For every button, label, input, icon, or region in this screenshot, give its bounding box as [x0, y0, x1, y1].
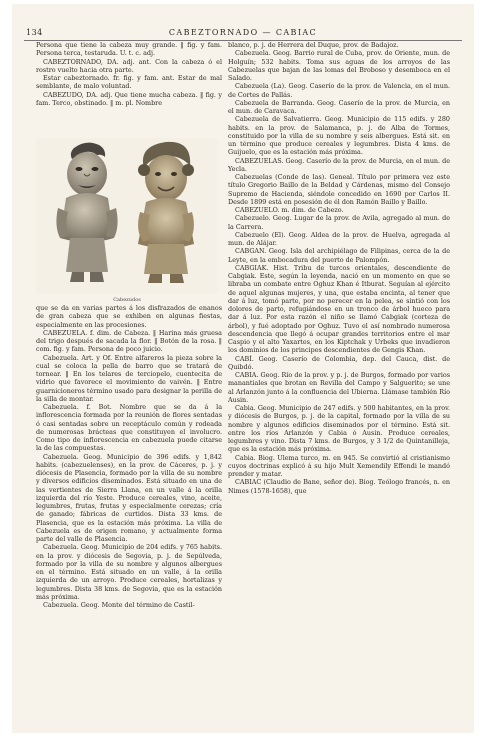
left-column-top: [36, 41, 222, 107]
entry-paragraph: blanco, p. j. de Herrera del Duque, prov. de Badajoz.: [228, 41, 399, 49]
dictionary-page: [12, 4, 474, 733]
entry-paragraph: que se da en varias partes á los disfrazados de enanos de gran cabeza que se exhiben en algunas fiestas, especialmente en las procesiones.: [36, 304, 222, 329]
entry-paragraph: Cabezuelo (El). Geog. Aldea de la prov. de Huelva, agregada al mun. de Alájar.: [228, 230, 450, 247]
entry-paragraph: Persona que tiene la cabeza muy grande. ‖ fig. y fam. Persona terca, testaruda. U. t. c. adj.: [36, 41, 222, 58]
page-header: [24, 28, 462, 41]
entry-paragraph: CABÍ. Geog. Caserío de Colombia, dep. del Cauca, dist. de Quibdó.: [228, 354, 450, 371]
entry-paragraph: CABIAC (Claudio de Bane, señor de). Biog. Teólogo francés, n. en Nimes (1578-1658), que: [228, 478, 450, 495]
entry-paragraph: CABEZUELA. f. dim. de Cabeza. ‖ Harina más gruesa del trigo después de sacada la flor. ‖ Botón de la rosa. ‖ com. fig. y fam. Persona de poco juicio.: [36, 328, 222, 354]
right-figurine: [138, 142, 194, 283]
running-title: CABEZTORNADO — CABIAC: [168, 28, 318, 37]
entry-paragraph: Cabezuela (La). Geog. Caserío de la prov. de Valencia, en el mun. de Cortes de Pallás.: [228, 82, 450, 99]
entry-paragraph: Cabezuelo. Geog. Lugar de la prov. de Avila, agregado al mun. de la Carrera.: [228, 214, 450, 231]
entry-paragraph: CABEZUDO, DA. adj. Que tiene mucha cabeza. ‖ fig. y fam. Terco, obstinado. ‖ m. pl. Nombre: [36, 90, 222, 107]
entry-paragraph: Cabezuela. Geog. Monte del término de Castil-: [43, 601, 195, 609]
page-number: 134: [26, 28, 43, 37]
right-column: [228, 41, 450, 495]
entry-paragraph: Cabezuela. Geog. Municipio de 396 edifs. y 1,842 habits. (cabezuelenses), en la prov. de Cáceres, p. j. y diócesis de Plasencia, formado por la villa de su nombre y diversos edificios diseminados. Está situado en una de las vertientes de Sierra Llana, en un valle á la orilla izquierda del río Yeste. Produce cereales, vino, aceite, legumbres, frutas, frutas y especialmente cerezas; cría de ganado; fábricas de curtidos. Dista 33 kms. de Plasencia, que es la estación más próxima. La villa de Cabezuela es de origen romano, y actualmente forma parte del valle de Plasencia.: [36, 452, 222, 543]
entry-paragraph: Cabezuela. Geog. Barrio rural de Cuba, prov. de Oriente, mun. de Holguín; 532 habits. Toma sus aguas de los arroyos de las Cabezuelas que bajan de las lomas del Broboso y desemboca en el Salado.: [228, 49, 450, 82]
entry-paragraph: Cabezuela. f. Bot. Nombre que se da á la inflorescencia formada por la reunión de flores sentadas ó casi sentadas sobre un receptáculo común y rodeada de numerosas brácteas que constituyen el involucro. Como tipo de inflorescencia en cabezuela puede citarse la de las compuestas.: [36, 403, 222, 453]
left-figurine: [56, 143, 117, 282]
entry-paragraph: Cabezuela de Barranda. Geog. Caserío de la prov. de Murcia, en el mun. de Caravaca.: [228, 98, 450, 115]
entry-paragraph: Cabezuela. Geog. Municipio de 204 edifs. y 765 habits. en la prov. y diócesis de Segovia, p. j. de Sepúlveda, formado por la villa de su nombre y algunos albergues en el término. Está situado en un valle, á la orilla izquierda de un arroyo. Produce cereales, hortalizas y legumbres. Dista 38 kms. de Segovia, que es la estación más próxima.: [36, 543, 222, 601]
entry-paragraph: Estar cabeztornado. fr. fig. y fam. ant. Estar de mal semblante, de malo voluntad.: [36, 74, 222, 91]
entry-paragraph: CABEZUELAS. Geog. Caserío de la prov. de Murcia, en el mun. de Yecla.: [228, 156, 450, 173]
left-column-bottom: [36, 304, 222, 609]
cabezudos-figurines-illustration: [36, 138, 218, 294]
cabezudos-photo: [36, 138, 218, 294]
entry-paragraph: CABGAN. Geog. Isla del archipiélago de Filipinas, cerca de la de Leyte, en la embocadura del puerto de Palompón.: [228, 247, 450, 264]
entry-paragraph: Cabia. Geog. Municipio de 247 edifs. y 500 habitantes, en la prov. y diócesis de Burgos, p. j. de la capital, formado por la villa de su nombre y algunos edificios diseminados por el término. Está sit. entre los ríos Arlanzón y Cabia ó Ausin. Produce cereales, legumbres y vino. Dista 7 kms. de Burgos, y 3 1/2 de Quintanilleja, que es la estación más próxima.: [228, 404, 450, 454]
entry-paragraph: CABEZUELO. m. dim. de Cabezo.: [235, 206, 344, 214]
entry-paragraph: Cabezuelas (Conde de las). Geneal. Título por primera vez este título Gregorio Baillo de la Beldad y Cárdenas, mismo del Consejo Supremo de Hacienda, siéndole concedido en 1690 por Carlos II. Desde 1899 está en posesión de él don Ramón Baillo y Baillo.: [228, 173, 450, 206]
entry-paragraph: Cabia. Biog. Ulema turco, m. en 945. Se convirtió al cristianismo cuyos doctrinas explicó á su hijo Mult Xemendily Effendi le mandó prender y matar.: [228, 453, 450, 478]
entry-paragraph: CABEZTORNADO, DA. adj. ant. Con la cabeza ó el rostro vuelto hacia otra parte.: [36, 57, 222, 74]
entry-paragraph: CABIA. Geog. Río de la prov. y p. j. de Burgos, formado por varios manantiales que brotan en Revilla del Campo y Salguerito; se une al Arlanzón junto á la confluencia del Ubierna. Llámase también Río Ausin.: [228, 371, 450, 404]
figure-caption: Cabezudos: [113, 297, 141, 303]
entry-paragraph: Cabezuela. Art. y Of. Entre alfareros la pieza sobre la cual se coloca la pella de barro que se tratará de tornear. ‖ En los telares de terciopelo, cuentecita de vidrio que favorece el movimiento de vaivén. ‖ Entre guarnicioneros término usado para designar la perilla de la silla de montar.: [36, 353, 222, 403]
entry-paragraph: CABGIAK. Hist. Tribu de turcos orientales, descendiente de Cabgiak. Este, según la leyenda, nació en un momento en que se libraba un combate entre Oghuz Khan é Itburat. Seguían al ejército de aquel algunas mujeres, y una, que estaba encinta, al tener que dar á luz, tomó parte, por no perecer en la pelea, se sintió con los dolores de parto, refugiándose en un tronco de árbol hueco para dar á luz. Por esta razón el niño se llamó Cabgiak (corteza de árbol), y fué adoptado por Oghuz. Tuvo el así nombrado numerosa descendencia que llegó á ocupar grandes territorios entre el mar Caspio y el alto Yaxartes, en los Kiptchak y Urbeks que invadieron los dominios de los principes descendientes de Gengis Khan.: [228, 263, 450, 355]
entry-paragraph: Cabezuela de Salvatierra. Geog. Municipio de 115 edifs. y 280 habits. en la prov. de Salamanca, p. j. de Alba de Tormes, constituido por la villa de su nombre y seis albergues. Está sit. en un término que produce cereales y legumbres. Dista 4 kms. de Guijuelo, que es la estación más próxima.: [228, 115, 450, 157]
